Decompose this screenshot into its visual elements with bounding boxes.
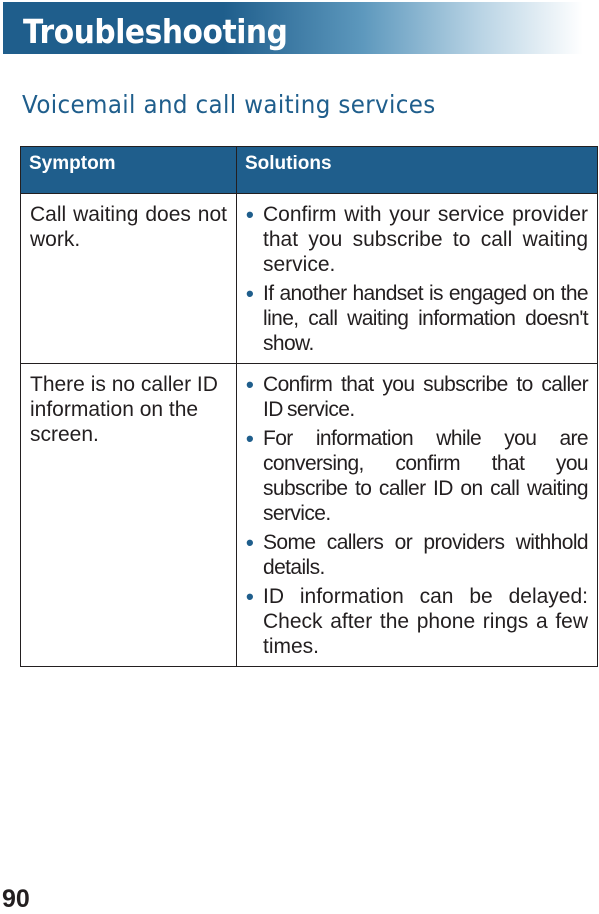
bullet-icon: • <box>246 281 254 306</box>
header-bar <box>3 2 583 54</box>
page-header-title: Troubleshooting <box>23 12 288 51</box>
bullet-icon: • <box>246 202 254 227</box>
solution-item <box>246 584 588 659</box>
symptom-text: There is no caller ID information on the screen. <box>30 373 218 446</box>
solution-text: For information while you are conversing, confirm that you subscribe to caller ID on call waiting service. <box>263 427 588 525</box>
solutions-list <box>246 202 588 356</box>
bullet-icon: • <box>246 372 254 397</box>
bullet-icon: • <box>246 426 254 451</box>
solution-text: If another handset is engaged on the line, call waiting information doesn't show. <box>263 282 588 355</box>
solutions-column-header: Solutions <box>237 147 598 194</box>
page-number: 90 <box>2 885 30 913</box>
symptom-column-header: Symptom <box>21 147 237 194</box>
solution-item <box>246 202 588 277</box>
solution-text: Confirm with your service provider that you subscribe to call waiting service. <box>263 203 588 276</box>
troubleshooting-table <box>20 146 598 667</box>
bullet-icon: • <box>246 584 254 609</box>
solution-item <box>246 372 588 422</box>
table-header-row <box>21 147 598 194</box>
solutions-list <box>246 372 588 659</box>
solution-text: Some callers or providers withhold details. <box>263 531 588 579</box>
symptom-text: Call waiting does not work. <box>30 203 227 251</box>
bullet-icon: • <box>246 530 254 555</box>
table-row <box>21 364 598 667</box>
symptom-cell <box>21 194 237 364</box>
section-title: Voicemail and call waiting services <box>22 90 436 119</box>
solution-item <box>246 426 588 526</box>
solutions-cell <box>237 364 598 667</box>
table-row <box>21 194 598 364</box>
solution-item <box>246 281 588 356</box>
solution-item <box>246 530 588 580</box>
solutions-cell <box>237 194 598 364</box>
symptom-cell <box>21 364 237 667</box>
solution-text: ID information can be delayed: Check after the phone rings a few times. <box>263 585 588 658</box>
solution-text: Confirm that you subscribe to caller ID service. <box>263 373 588 421</box>
